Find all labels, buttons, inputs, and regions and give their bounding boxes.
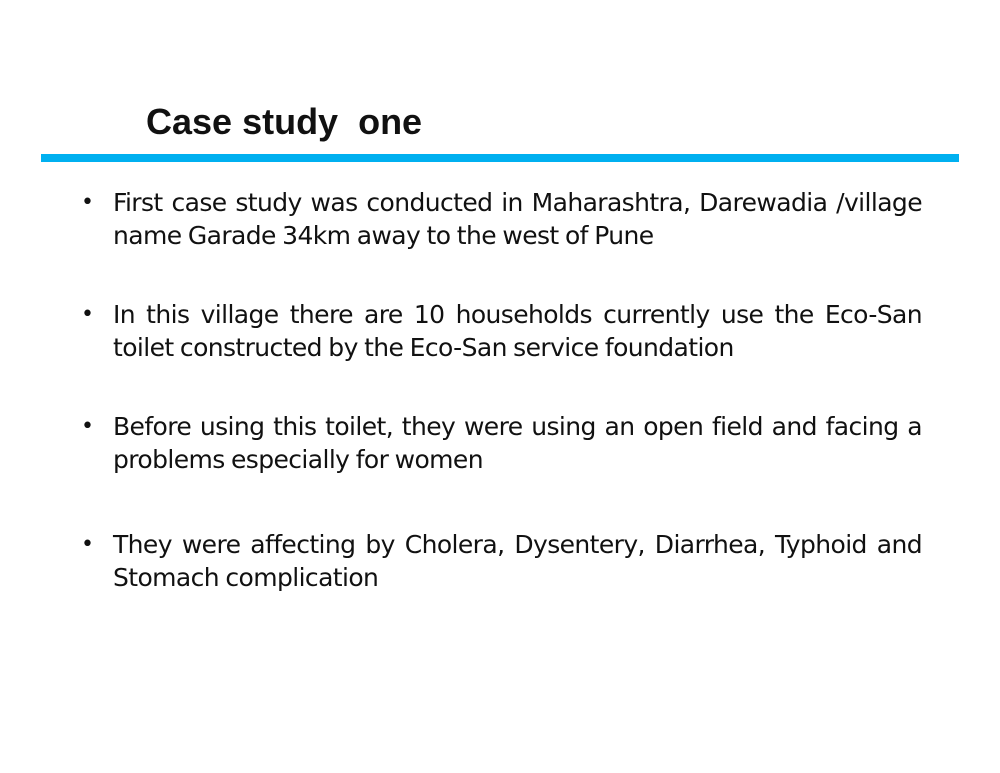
bullet-item-diseases <box>80 528 922 594</box>
slide-title: Case study one <box>146 101 423 142</box>
title-underline-bar <box>41 154 959 162</box>
bullet-text: First case study was conducted in Maharashtra, Darewadia /village name Garade 34km away to the west of Pune <box>113 188 922 250</box>
bullet-text: In this village there are 10 households currently use the Eco-San toilet constructed by the Eco-San service foundation <box>113 300 922 362</box>
bullet-dot-icon: • <box>81 414 94 439</box>
bullet-item-location <box>80 186 922 252</box>
bullet-text: They were affecting by Cholera, Dysentery, Diarrhea, Typhoid and Stomach complication <box>113 530 922 592</box>
bullet-item-households <box>80 298 922 364</box>
bullet-dot-icon: • <box>81 302 94 327</box>
bullet-list <box>80 186 922 640</box>
bullet-dot-icon: • <box>81 532 94 557</box>
bullet-text: Before using this toilet, they were using an open field and facing a problems especially for women <box>113 412 922 474</box>
bullet-item-before-toilet <box>80 410 922 476</box>
bullet-dot-icon: • <box>81 190 94 215</box>
